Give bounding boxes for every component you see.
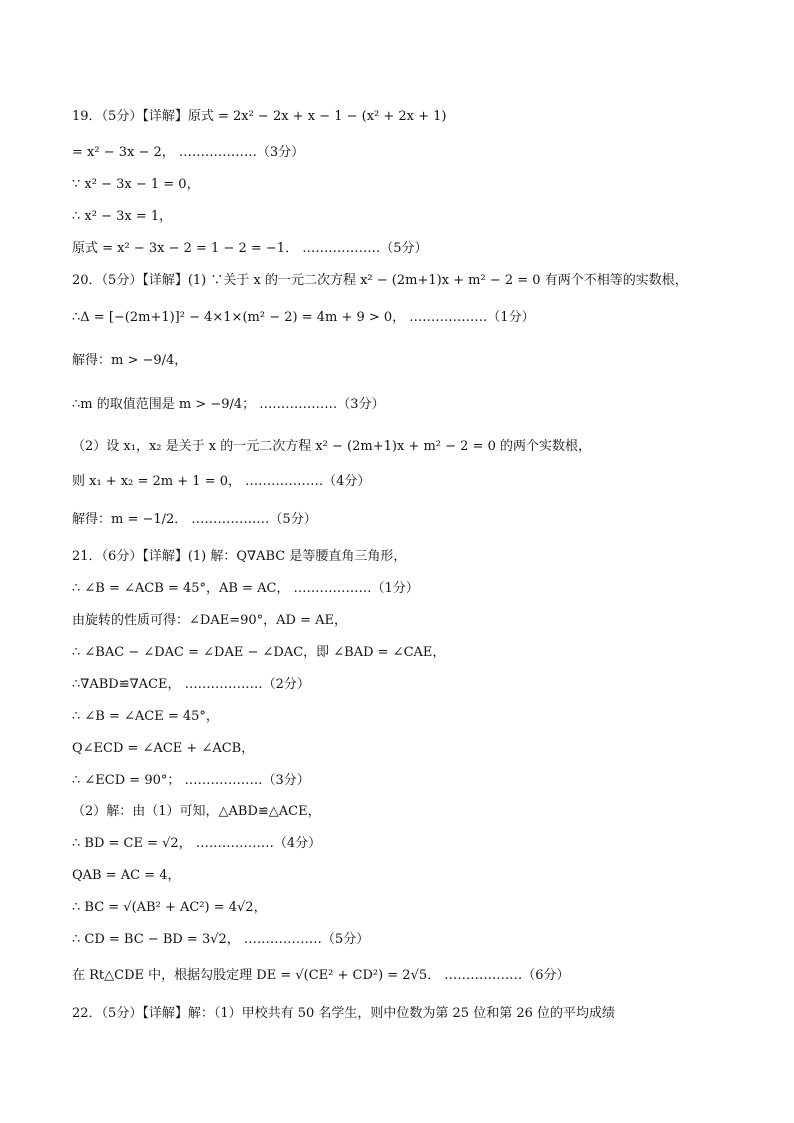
solution-line: 原式 = x² − 3x − 2 = 1 − 2 = −1． ………………（5分） bbox=[72, 241, 428, 256]
solution-line: 解得：m = −1/2． ………………（5分） bbox=[72, 512, 317, 527]
solution-line: 19．（5分）【详解】原式 = 2x² − 2x + x − 1 − (x² + 2x + 1) bbox=[72, 109, 447, 124]
solution-line: Q∠ECD = ∠ACE + ∠ACB， bbox=[72, 741, 255, 756]
solution-line: 22．（5分）【详解】解：（1）甲校共有 50 名学生，则中位数为第 25 位和第 26 位的平均成绩 bbox=[72, 1006, 616, 1021]
solution-line: 在 Rt△CDE 中，根据勾股定理 DE = √(CE² + CD²) = 2√5． ………………（6分） bbox=[72, 968, 570, 983]
solution-line: ∴ BC = √(AB² + AC²) = 4√2， bbox=[72, 900, 267, 915]
solution-line: ∴∇ABD≌∇ACE， ………………（2分） bbox=[72, 677, 310, 692]
solution-line: ∴ BD = CE = √2， ………………（4分） bbox=[72, 836, 322, 851]
solution-line: 则 x₁ + x₂ = 2m + 1 = 0， ………………（4分） bbox=[72, 474, 371, 489]
solution-line: （2）设 x₁，x₂ 是关于 x 的一元二次方程 x² − (2m+1)x + m² − 2 = 0 的两个实数根， bbox=[72, 439, 591, 454]
solution-line: ∴ ∠BAC − ∠DAC = ∠DAE − ∠DAC，即 ∠BAD = ∠CAE， bbox=[72, 645, 446, 660]
solution-line: 解得：m > −9/4， bbox=[72, 353, 188, 368]
solution-line: 20．（5分）【详解】(1) ∵关于 x 的一元二次方程 x² − (2m+1)x + m² − 2 = 0 有两个不相等的实数根， bbox=[72, 273, 688, 288]
solution-line: QAB = AC = 4， bbox=[72, 868, 181, 883]
solution-line: ∴ CD = BC − BD = 3√2， ………………（5分） bbox=[72, 932, 370, 947]
solution-line: ∴ ∠ECD = 90°； ………………（3分） bbox=[72, 773, 310, 788]
solution-line: ∴m 的取值范围是 m > −9/4； ………………（3分） bbox=[72, 397, 385, 412]
solution-line: 21．（6分）【详解】(1) 解：Q∇ABC 是等腰直角三角形， bbox=[72, 549, 407, 564]
solution-line: （2）解：由（1）可知，△ABD≌△ACE， bbox=[72, 804, 321, 819]
solution-line: ∴Δ = [−(2m+1)]² − 4×1×(m² − 2) = 4m + 9 > 0， ………………（1分） bbox=[72, 310, 535, 325]
solution-line: ∴ ∠B = ∠ACE = 45°， bbox=[72, 709, 219, 724]
solution-line: ∴ x² − 3x = 1， bbox=[72, 209, 173, 224]
solution-line: 由旋转的性质可得：∠DAE=90°，AD = AE， bbox=[72, 613, 347, 628]
solution-line: = x² − 3x − 2， ………………（3分） bbox=[72, 145, 305, 160]
solution-line: ∴ ∠B = ∠ACB = 45°，AB = AC， ………………（1分） bbox=[72, 581, 419, 596]
solution-line: ∵ x² − 3x − 1 = 0， bbox=[72, 177, 200, 192]
